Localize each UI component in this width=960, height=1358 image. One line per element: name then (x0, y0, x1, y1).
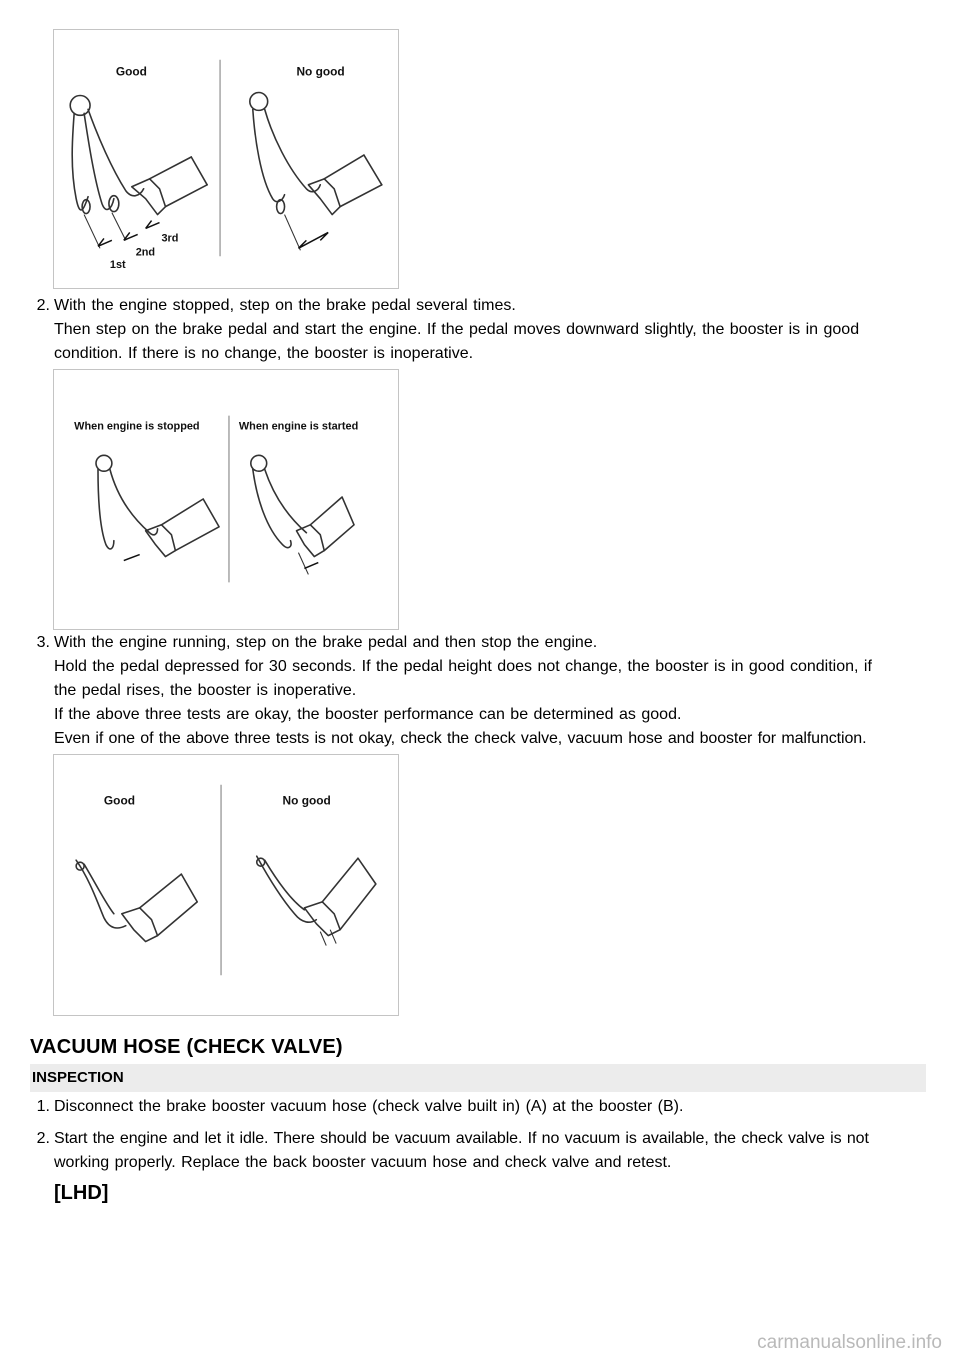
step-text (54, 631, 930, 751)
pedal-stopped-drawing (96, 455, 219, 560)
step-line: Disconnect the brake booster vacuum hose (check valve built in) (A) at the booster (B). (54, 1098, 684, 1115)
engine-stopped-label: When engine is stopped (74, 420, 200, 433)
lhd-tag: [LHD] (54, 1182, 109, 1204)
good-label: Good (103, 793, 135, 808)
engine-started-label: When engine is started (238, 420, 359, 433)
step-2 (30, 294, 930, 366)
step-line: Even if one of the above three tests is not okay, check the check valve, vacuum hose and booster for malfunction. (54, 730, 867, 747)
step-number: 3. (36, 634, 50, 651)
section-title: VACUUM HOSE (CHECK VALVE) (30, 1036, 343, 1058)
step-3 (30, 631, 930, 751)
step-number: 1. (36, 1098, 50, 1115)
pedal-stroke-illustration (54, 30, 398, 288)
pedal-no-good-drawing (250, 93, 382, 251)
no-good-label: No good (282, 793, 331, 808)
pedal-height-figure (53, 754, 399, 1016)
step-line: With the engine stopped, step on the brake pedal several times. (54, 297, 516, 314)
step-number: 2. (36, 297, 50, 314)
step-text (54, 1095, 930, 1119)
step-line: If the above three tests are okay, the booster performance can be determined as good. (54, 706, 682, 723)
engine-start-figure (53, 369, 399, 630)
step-line: condition. If there is no change, the booster is inoperative. (54, 345, 474, 362)
mark-3rd: 3rd (161, 232, 179, 245)
pedal-good-drawing (70, 95, 207, 248)
step-line: Start the engine and let it idle. There should be vacuum available. If no vacuum is available, the check valve is not (54, 1130, 869, 1147)
pedal-started-drawing (251, 455, 354, 574)
step-1-disconnect (30, 1095, 930, 1119)
engine-start-illustration (54, 370, 398, 629)
pedal-stroke-figure (53, 29, 399, 289)
step-line: With the engine running, step on the brake pedal and then stop the engine. (54, 634, 598, 651)
mark-2nd: 2nd (135, 246, 156, 259)
step-number: 2. (36, 1130, 50, 1147)
pedal-good-held-drawing (76, 860, 197, 941)
mark-1st: 1st (109, 259, 126, 272)
step-line: Hold the pedal depressed for 30 seconds. If the pedal height does not change, the booster is in good condition, if (54, 658, 872, 675)
step-line: working properly. Replace the back booster vacuum hose and check valve and retest. (54, 1154, 672, 1171)
pedal-no-good-held-drawing (257, 856, 376, 945)
step-text (54, 1127, 930, 1175)
pedal-height-illustration (54, 755, 398, 1015)
step-2-idle (30, 1127, 930, 1175)
step-text (54, 294, 930, 366)
inspection-subheading: INSPECTION (30, 1064, 926, 1092)
watermark: carmanualsonline.info (757, 1332, 942, 1353)
good-label: Good (115, 64, 147, 79)
step-line: the pedal rises, the booster is inoperative. (54, 682, 357, 699)
step-line: Then step on the brake pedal and start the engine. If the pedal moves downward slightly, the booster is in good (54, 321, 860, 338)
no-good-label: No good (296, 64, 345, 79)
